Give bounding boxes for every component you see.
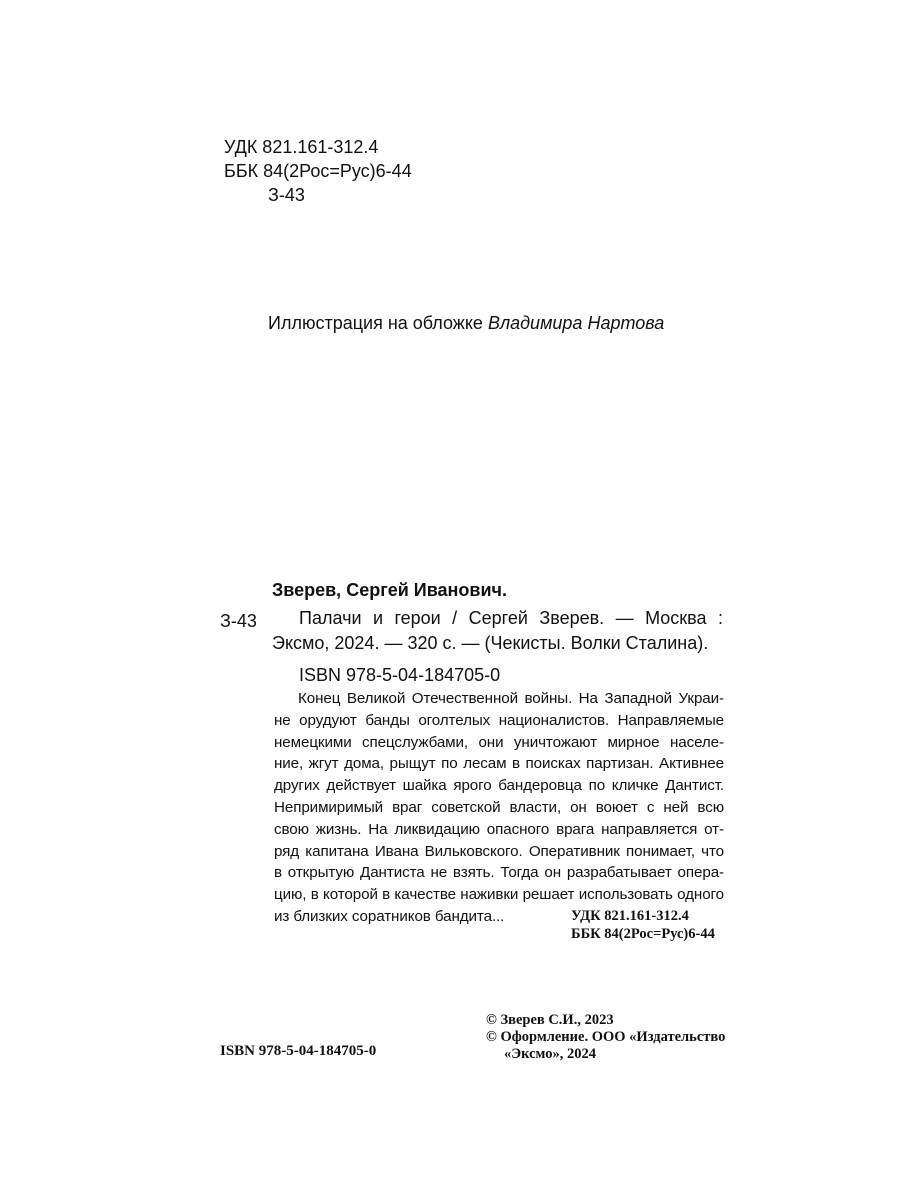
copyright-design-cont: «Эксмо», 2024 [504, 1046, 596, 1062]
title-line-2: Эксмо, 2024. — 320 с. — (Чекисты. Волки Сталина). [272, 633, 709, 653]
annotation-line: Конец Великой Отечественной войны. На Западной Украи- [298, 690, 724, 707]
annotation-line: ряд капитана Ивана Вильковского. Оперативник понимает, что [274, 842, 724, 860]
author-mark: З-43 [268, 185, 305, 205]
annotation-line: свою жизнь. На ликвидацию опасного врага направляется от- [274, 820, 724, 838]
isbn-footer: ISBN 978-5-04-184705-0 [220, 1043, 377, 1059]
author-heading: Зверев, Сергей Иванович. [272, 580, 507, 600]
copyright-author: © Зверев С.И., 2023 [486, 1012, 614, 1028]
annotation-line: не орудуют банды оголтелых националистов. Направляемые [274, 711, 724, 729]
title-line-1: Палачи и герои / Сергей Зверев. — Москва : [299, 608, 723, 628]
bbk-footer: ББК 84(2Рос=Рус)6-44 [571, 926, 715, 942]
isbn-record: ISBN 978-5-04-184705-0 [299, 665, 501, 685]
annotation [274, 688, 724, 928]
udk-footer: УДК 821.161-312.4 [571, 908, 689, 924]
annotation-line: в открытую Дантиста не взять. Тогда он разрабатывает опера- [274, 864, 724, 882]
illustration-prefix: Иллюстрация на обложке [268, 313, 488, 333]
annotation-line: немецкими спецслужбами, они уничтожают мирное населе- [274, 733, 724, 751]
illustration-credit [268, 311, 664, 335]
illustration-artist: Владимира Нартова [487, 313, 665, 333]
annotation-line: других действует шайка ярого бандеровца по кличке Дантист. [274, 777, 724, 795]
annotation-line: Непримиримый враг советской власти, он воюет с ней всю [274, 798, 724, 816]
bbk-code: ББК 84(2Рос=Рус)6-44 [224, 161, 412, 181]
copyright-design: © Оформление. ООО «Издательство [486, 1029, 726, 1045]
annotation-line: из близких соратников бандита... [274, 907, 505, 925]
annotation-line: ние, жгут дома, рыщут по лесам в поисках партизан. Активнее [274, 755, 724, 773]
annotation-line: цию, в которой в качестве наживки решает использовать одного [274, 886, 724, 904]
udk-code: УДК 821.161-312.4 [224, 137, 379, 157]
author-mark-record: З-43 [220, 611, 257, 631]
